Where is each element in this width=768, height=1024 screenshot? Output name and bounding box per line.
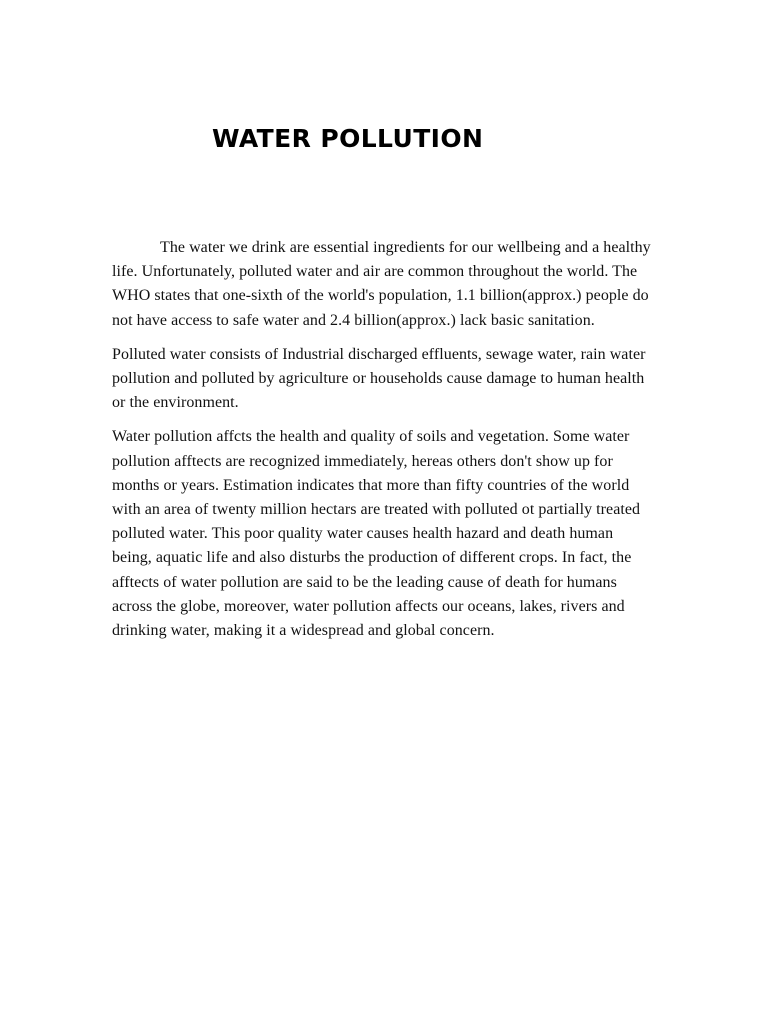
document-title: WATER POLLUTION (212, 124, 484, 153)
paragraph-intro: The water we drink are essential ingredients for our wellbeing and a healthy life. Unfortunately, polluted water and air are common throughout the world. The WHO states that one-sixth of the world's population, 1.1 billion(approx.) people do not have access to safe water and 2.4 billion(approx.) lack basic sanitation. (112, 239, 651, 329)
paragraph-effects: Water pollution affcts the health and quality of soils and vegetation. Some water pollution afftects are recognized immediately, hereas others don't show up for months or years. Estimation indicates that more than fifty countries of the world with an area of twenty million hectars are treated with polluted ot partially treated polluted water. This poor quality water causes health hazard and death human being, aquatic life and also disturbs the production of different crops. In fact, the afftects of water pollution are said to be the leading cause of death for humans across the globe, moreover, water pollution affects our oceans, lakes, rivers and drinking water, making it a widespread and global concern. (112, 428, 641, 640)
document-body (112, 236, 656, 653)
paragraph-sources: Polluted water consists of Industrial discharged effluents, sewage water, rain water pollution and polluted by agriculture or households cause damage to human health or the environment. (112, 345, 646, 412)
